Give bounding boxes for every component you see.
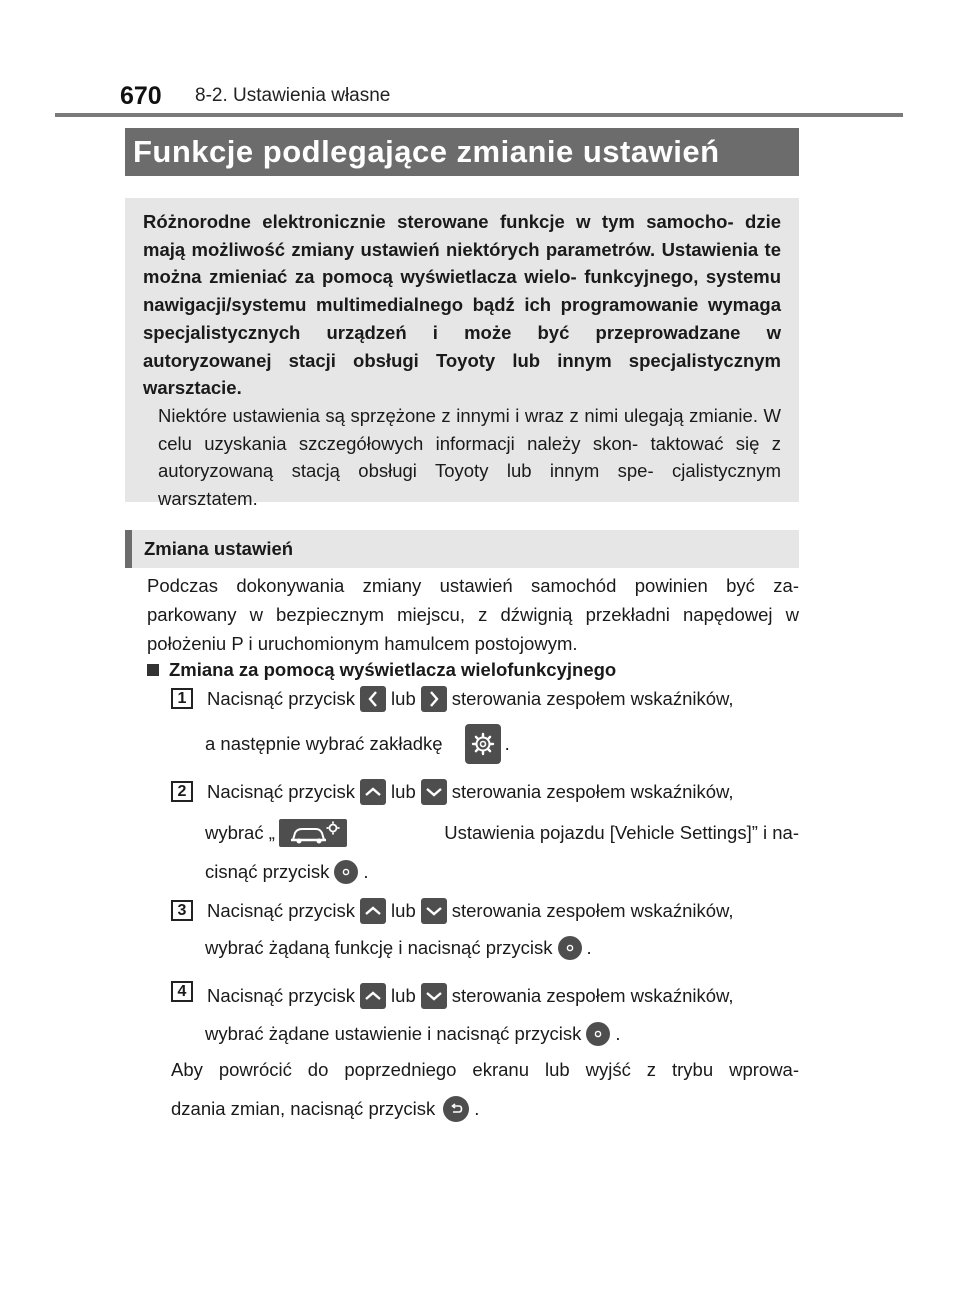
page-number: 670 bbox=[120, 81, 162, 110]
chevron-down-icon bbox=[421, 779, 447, 805]
step-text: lub bbox=[391, 781, 416, 802]
step-text: sterowania zespołem wskaźników, bbox=[451, 985, 734, 1006]
section-title: Zmiana ustawień bbox=[144, 538, 294, 559]
title-bar bbox=[125, 128, 799, 176]
section-heading bbox=[125, 530, 799, 568]
gear-icon bbox=[465, 724, 501, 764]
step-text: Nacisnąć przycisk bbox=[207, 985, 356, 1006]
step-text: a następnie wybrać zakładkę bbox=[205, 733, 443, 754]
step-text: . bbox=[504, 733, 510, 754]
page-header bbox=[120, 78, 390, 114]
intro-line: ich programowanie wymaga specjalistycznych urządzeń i może bbox=[143, 294, 781, 343]
final-line1 bbox=[171, 1059, 799, 1081]
subheading bbox=[147, 655, 799, 684]
step-text: sterowania zespołem wskaźników, bbox=[451, 781, 734, 802]
step-text: lub bbox=[391, 985, 416, 1006]
step-text: . bbox=[615, 1023, 621, 1044]
header-divider bbox=[55, 113, 903, 117]
para-line: Podczas dokonywania zmiany ustawień samochód powinien być za- bbox=[147, 575, 799, 596]
step-number-4: 4 bbox=[171, 981, 193, 1002]
page-title: Funkcje podlegające zmianie ustawień bbox=[133, 134, 720, 169]
step4-line2 bbox=[205, 1022, 620, 1046]
step2-line2-left bbox=[205, 819, 351, 847]
chapter-title: 8-2. Ustawienia własne bbox=[195, 85, 391, 106]
note-line: taktować się z autoryzowaną stacją obsługi Toyoty lub innym spe- bbox=[158, 432, 781, 482]
ok-button-icon bbox=[558, 936, 582, 960]
final-text: . bbox=[474, 1098, 480, 1119]
intro-line: dzie mają możliwość zmiany ustawień niektórych parametrów. bbox=[143, 211, 782, 260]
step-text: Ustawienia pojazdu [Vehicle Settings]” i na- bbox=[444, 822, 799, 843]
car-settings-icon bbox=[279, 819, 347, 847]
final-text: Aby powrócić do poprzedniego ekranu lub wyjść z trybu wprowa- bbox=[171, 1059, 799, 1080]
step-text: wybrać żądane ustawienie i nacisnąć przycisk bbox=[205, 1023, 582, 1044]
para-line: parkowany w bezpiecznym miejscu, z dźwignią przekładni napędowej bbox=[147, 604, 773, 625]
step3-line2 bbox=[205, 936, 592, 960]
para-line: w położeniu P i uruchomionym hamulcem postojowym. bbox=[147, 604, 800, 654]
chevron-up-icon bbox=[360, 983, 386, 1009]
note-line: zmianie. W celu uzyskania szczegółowych informacji należy skon- bbox=[158, 404, 781, 454]
step2-line1 bbox=[207, 779, 734, 805]
back-icon bbox=[443, 1096, 469, 1122]
step-text: Nacisnąć przycisk bbox=[207, 688, 356, 709]
note-line: cjalistycznym warsztatem. bbox=[158, 460, 781, 510]
step-text: cisnąć przycisk bbox=[205, 861, 330, 882]
step2-line3 bbox=[205, 860, 369, 884]
chevron-down-icon bbox=[421, 983, 447, 1009]
chevron-down-icon bbox=[421, 898, 447, 924]
step-text: . bbox=[586, 937, 592, 958]
step-text: . bbox=[363, 861, 369, 882]
note-line: Niektóre ustawienia są sprzężone z innymi i wraz z nimi ulegają bbox=[158, 404, 684, 426]
step-number-1: 1 bbox=[171, 688, 193, 709]
intro-box bbox=[125, 198, 799, 510]
ok-button-icon bbox=[586, 1022, 610, 1046]
step1-line2 bbox=[205, 724, 510, 764]
intro-bold-text bbox=[143, 208, 781, 402]
chevron-up-icon bbox=[360, 779, 386, 805]
step4-line1 bbox=[207, 983, 734, 1009]
intro-line: być przeprowadzane w autoryzowanej stacji obsługi Toyoty lub bbox=[143, 321, 781, 371]
intro-line: funkcyjnego, systemu nawigacji/systemu multimedialnego bądź bbox=[143, 266, 782, 316]
step-text: sterowania zespołem wskaźników, bbox=[451, 900, 734, 921]
chevron-up-icon bbox=[360, 898, 386, 924]
intro-line: innym specjalistycznym warsztacie. bbox=[143, 349, 781, 399]
square-bullet-icon bbox=[147, 664, 159, 676]
step-text: Nacisnąć przycisk bbox=[207, 900, 356, 921]
section-paragraph bbox=[147, 571, 799, 658]
final-text: dzania zmian, nacisnąć przycisk bbox=[171, 1098, 436, 1119]
chevron-right-icon bbox=[421, 686, 447, 712]
step1-line1 bbox=[207, 686, 734, 712]
ok-button-icon bbox=[334, 860, 358, 884]
intro-line: Ustawienia te można zmieniać za pomocą wyświetlacza wielo- bbox=[143, 238, 782, 288]
step-text: lub bbox=[391, 688, 416, 709]
step-text: wybrać żądaną funkcję i nacisnąć przycisk bbox=[205, 937, 553, 958]
step-number-3: 3 bbox=[171, 900, 193, 921]
step-number-2: 2 bbox=[171, 781, 193, 802]
final-line2 bbox=[171, 1096, 479, 1122]
step-text: lub bbox=[391, 900, 416, 921]
step-text: sterowania zespołem wskaźników, bbox=[451, 688, 734, 709]
intro-note-text bbox=[158, 402, 781, 513]
step-text: wybrać „ bbox=[205, 822, 275, 843]
chevron-left-icon bbox=[360, 686, 386, 712]
step3-line1 bbox=[207, 898, 734, 924]
step2-line2 bbox=[205, 819, 799, 847]
intro-line: Różnorodne elektronicznie sterowane funkcje w tym samocho- bbox=[143, 211, 734, 232]
step-text: Nacisnąć przycisk bbox=[207, 781, 356, 802]
subheading-text: Zmiana za pomocą wyświetlacza wielofunkcyjnego bbox=[169, 659, 617, 680]
